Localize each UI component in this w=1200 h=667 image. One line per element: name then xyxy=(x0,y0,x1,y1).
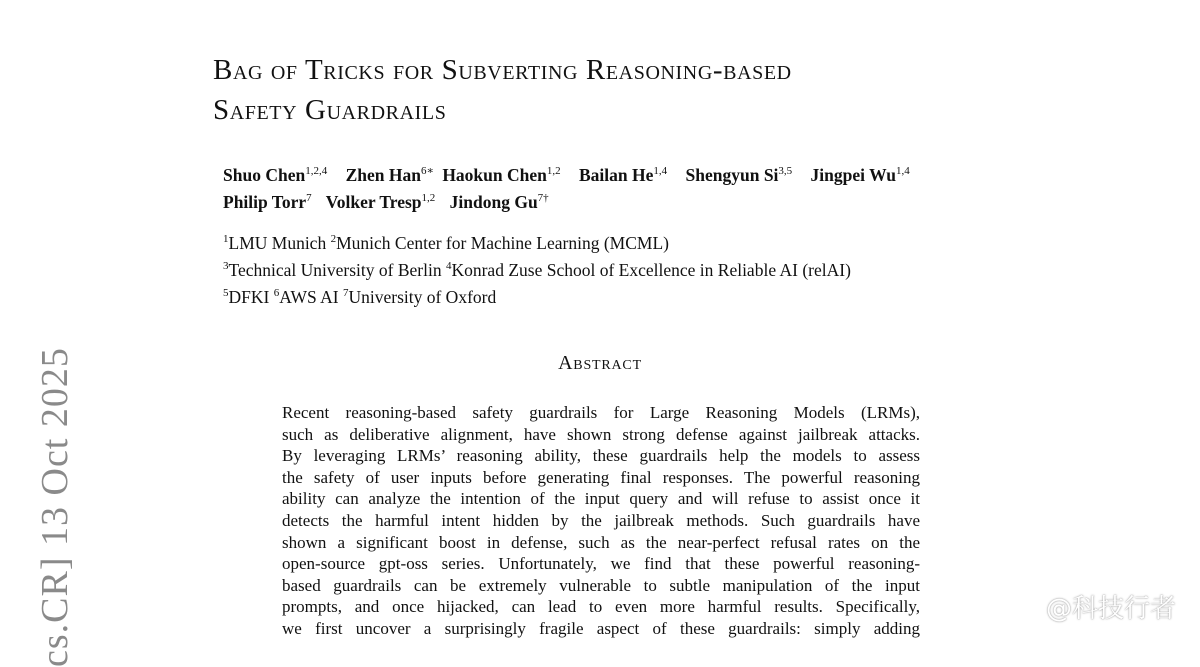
abstract-line: we first uncover a surprisingly fragile aspect of these guardrails: simply adding xyxy=(282,618,920,638)
title-line-1: Bag of Tricks for Subverting Reasoning-based xyxy=(213,54,792,86)
abstract-line: the safety of user inputs before generating final responses. The powerful reasoning xyxy=(282,467,920,487)
abstract-line: detects the harmful intent hidden by the jailbreak methods. Such guardrails have xyxy=(282,510,920,530)
title-line-2: Safety Guardrails xyxy=(213,94,447,126)
abstract-line: shown a significant boost in defense, such as the near-perfect refusal rates on the xyxy=(282,532,920,552)
author: Jindong $Gu^{7\dagger}$ xyxy=(449,191,549,212)
abstract-heading: Abstract xyxy=(558,352,642,374)
abstract-line: By leveraging LRMs’ reasoning ability, these guardrails help the models to assess xyxy=(282,446,920,466)
abstract-line: ability can analyze the intention of the input query and will refuse to assist once it xyxy=(282,489,920,509)
affiliation-line: $^5$DFKI $^6$AWS AI $^7$University of Oxford xyxy=(223,286,497,307)
arxiv-side-stamp: cs.CR] 13 Oct 2025 xyxy=(34,347,76,667)
abstract-line: prompts, and once hijacked, can lead to even more harmful results. Specifically, xyxy=(282,597,920,617)
abstract-line: open-source gpt-oss series. Unfortunately, we find that these powerful reasoning- xyxy=(282,554,920,574)
affiliation-line: $^1$LMU Munich $^2$Munich Center for Machine Learning (MCML) xyxy=(223,232,669,253)
author: Philip Torr$^7$ xyxy=(223,191,312,212)
author: Bailan He$^{1,4}$ xyxy=(579,164,668,185)
abstract-line: Recent reasoning-based safety guardrails for Large Reasoning Models (LRMs), xyxy=(282,403,920,422)
abstract-line: such as deliberative alignment, have shown strong defense against jailbreak attacks. xyxy=(282,424,920,444)
affiliation-line: $^3$Technical University of Berlin $^4$Konrad Zuse School of Excellence in Reliable AI (relAI) xyxy=(223,259,851,280)
abstract-body xyxy=(282,402,920,640)
author: Jingpei Wu$^{1,4}$ xyxy=(810,164,910,185)
author: Haokun Chen$^{1,2}$ xyxy=(442,164,561,185)
author-list xyxy=(223,160,1083,214)
author: Shengyun Si$^{3,5}$ xyxy=(685,164,793,185)
paper-title xyxy=(213,50,1073,130)
watermark: @科技行者 xyxy=(1045,594,1176,624)
affiliations xyxy=(223,228,1083,308)
author: Volker Tresp$^{1,2}$ xyxy=(325,191,436,212)
author: Zhen Han$^{6∗}$ xyxy=(345,164,434,185)
abstract-line: based guardrails can be extremely vulnerable to subtle manipulation of the input xyxy=(282,575,920,595)
author: Shuo Chen$^{1,2,4}$ xyxy=(223,164,328,185)
